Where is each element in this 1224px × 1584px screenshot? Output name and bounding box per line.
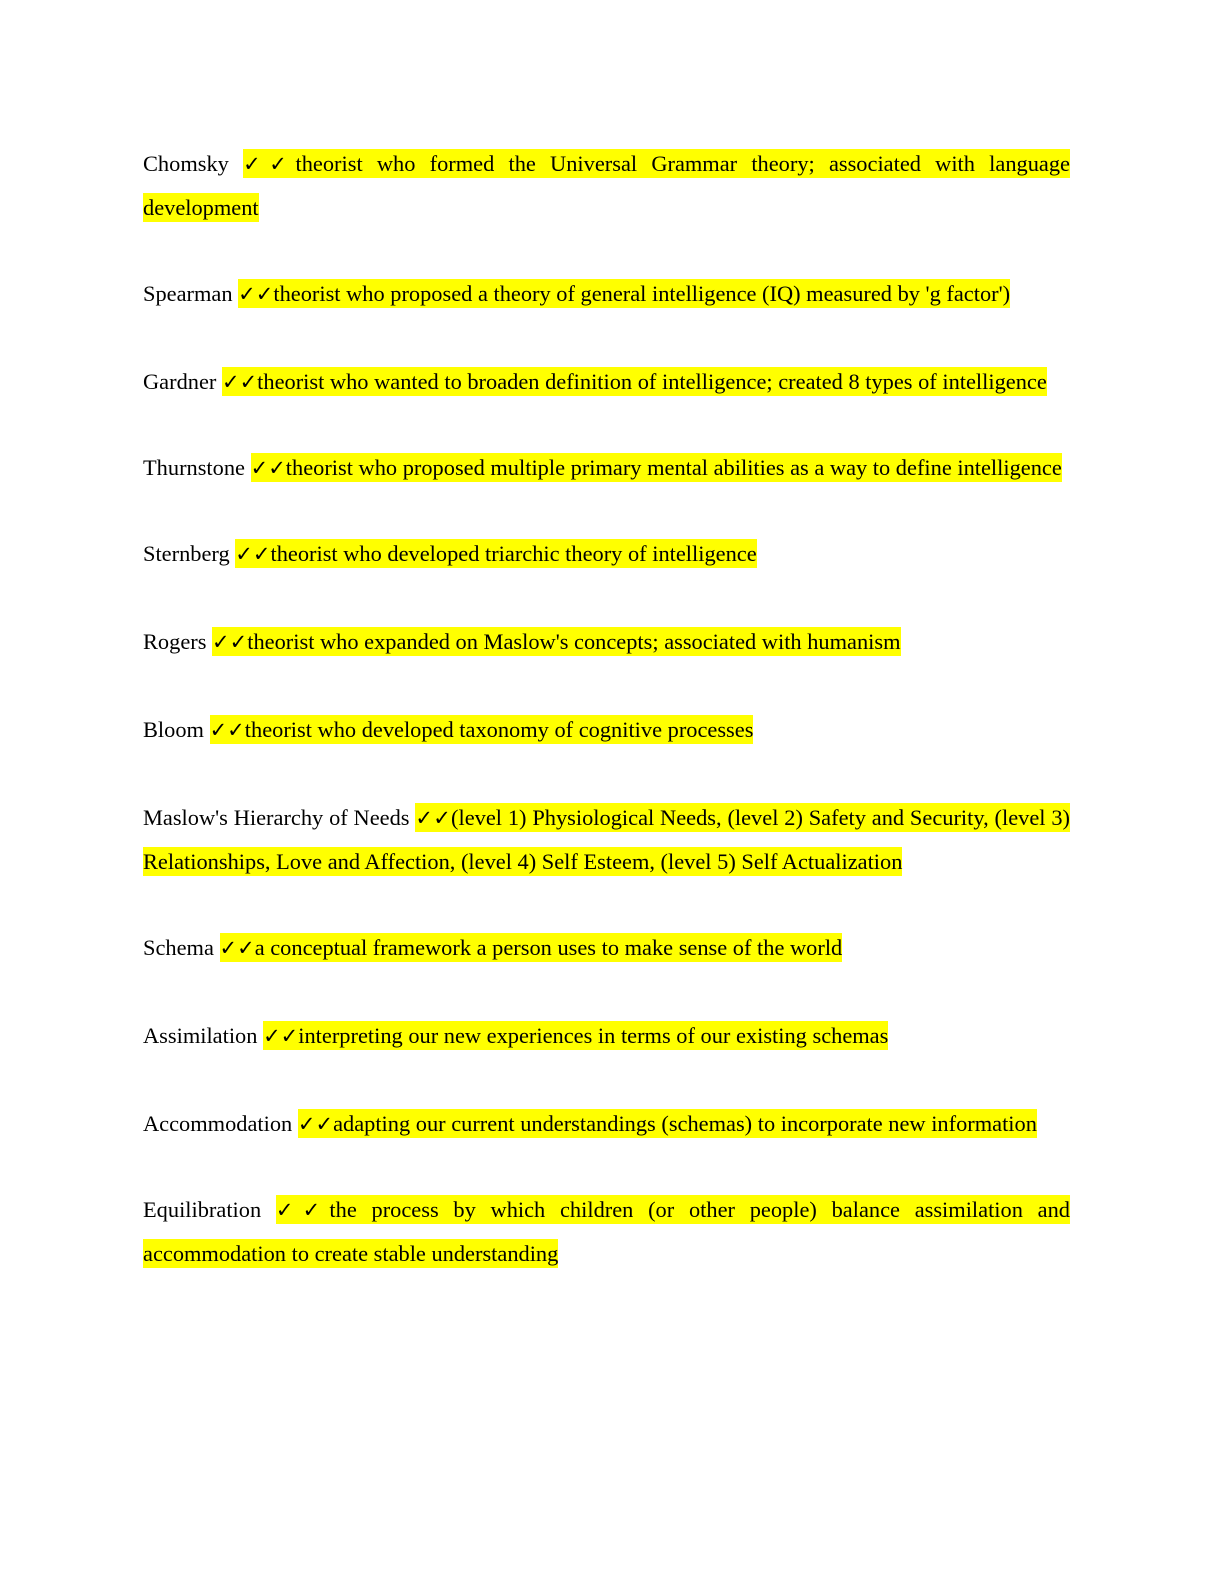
term: Gardner — [143, 369, 217, 394]
definition: the process by which children (or other people) balance assimilation and accommodation to create stable understanding — [143, 1197, 1070, 1266]
term: Maslow's Hierarchy of Needs — [143, 805, 410, 830]
term: Equilibration — [143, 1197, 262, 1222]
term: Thurnstone — [143, 455, 245, 480]
term: Sternberg — [143, 541, 230, 566]
entry-equilibration — [143, 1188, 1070, 1276]
term: Assimilation — [143, 1023, 258, 1048]
definition-highlight — [235, 539, 756, 568]
double-check-icon: ✓✓ — [212, 630, 248, 654]
double-check-icon: ✓✓ — [209, 718, 245, 742]
entry-maslow — [143, 796, 1070, 884]
definition-highlight — [251, 453, 1062, 482]
definition-highlight — [210, 715, 754, 744]
entry-rogers — [143, 620, 1070, 664]
entry-assimilation — [143, 1014, 1070, 1058]
term: Bloom — [143, 717, 204, 742]
entry-thurnstone — [143, 446, 1070, 490]
entry-bloom — [143, 708, 1070, 752]
double-check-icon: ✓✓ — [275, 1198, 330, 1222]
definition: theorist who expanded on Maslow's concepts; associated with humanism — [247, 629, 901, 654]
definition: a conceptual framework a person uses to make sense of the world — [254, 935, 843, 960]
definition-highlight — [212, 627, 900, 656]
definition: adapting our current understandings (schemas) to incorporate new information — [333, 1111, 1037, 1136]
entry-spearman — [143, 272, 1070, 316]
term: Spearman — [143, 281, 233, 306]
definition: theorist who developed taxonomy of cognitive processes — [244, 717, 754, 742]
definition: theorist who proposed a theory of general intelligence (IQ) measured by 'g factor') — [273, 281, 1011, 306]
double-check-icon: ✓✓ — [243, 152, 296, 176]
double-check-icon: ✓✓ — [250, 456, 286, 480]
definition-highlight — [238, 279, 1010, 308]
double-check-icon: ✓✓ — [235, 542, 271, 566]
entry-gardner — [143, 360, 1070, 404]
definition: theorist who formed the Universal Grammar theory; associated with language development — [143, 151, 1070, 220]
entry-accommodation — [143, 1102, 1070, 1146]
definition-highlight — [263, 1021, 888, 1050]
double-check-icon: ✓✓ — [297, 1112, 334, 1136]
entry-sternberg — [143, 532, 1070, 576]
definition: interpreting our new experiences in terms of our existing schemas — [298, 1023, 889, 1048]
definition-highlight — [143, 149, 1070, 222]
entry-schema — [143, 926, 1070, 970]
definition-highlight — [220, 933, 843, 962]
definition: theorist who wanted to broaden definition of intelligence; created 8 types of intelligence — [257, 369, 1047, 394]
definition-highlight — [298, 1109, 1037, 1138]
definition: (level 1) Physiological Needs, (level 2) Safety and Security, (level 3) Relationships, Love and Affection, (level 4) Self Esteem, (level 5) Self Actualization — [143, 805, 1070, 874]
definition-highlight — [143, 1195, 1070, 1268]
definition: theorist who developed triarchic theory of intelligence — [270, 541, 757, 566]
term: Accommodation — [143, 1111, 293, 1136]
term: Chomsky — [143, 151, 229, 176]
definition: theorist who proposed multiple primary mental abilities as a way to define intelligence — [285, 455, 1062, 480]
double-check-icon: ✓✓ — [238, 282, 274, 306]
document-page — [143, 142, 1070, 1318]
double-check-icon: ✓✓ — [221, 370, 258, 394]
double-check-icon: ✓✓ — [415, 806, 452, 830]
double-check-icon: ✓✓ — [263, 1024, 299, 1048]
definition-highlight — [222, 367, 1047, 396]
term: Rogers — [143, 629, 207, 654]
entry-chomsky — [143, 142, 1070, 230]
double-check-icon: ✓✓ — [219, 936, 255, 960]
term: Schema — [143, 935, 214, 960]
